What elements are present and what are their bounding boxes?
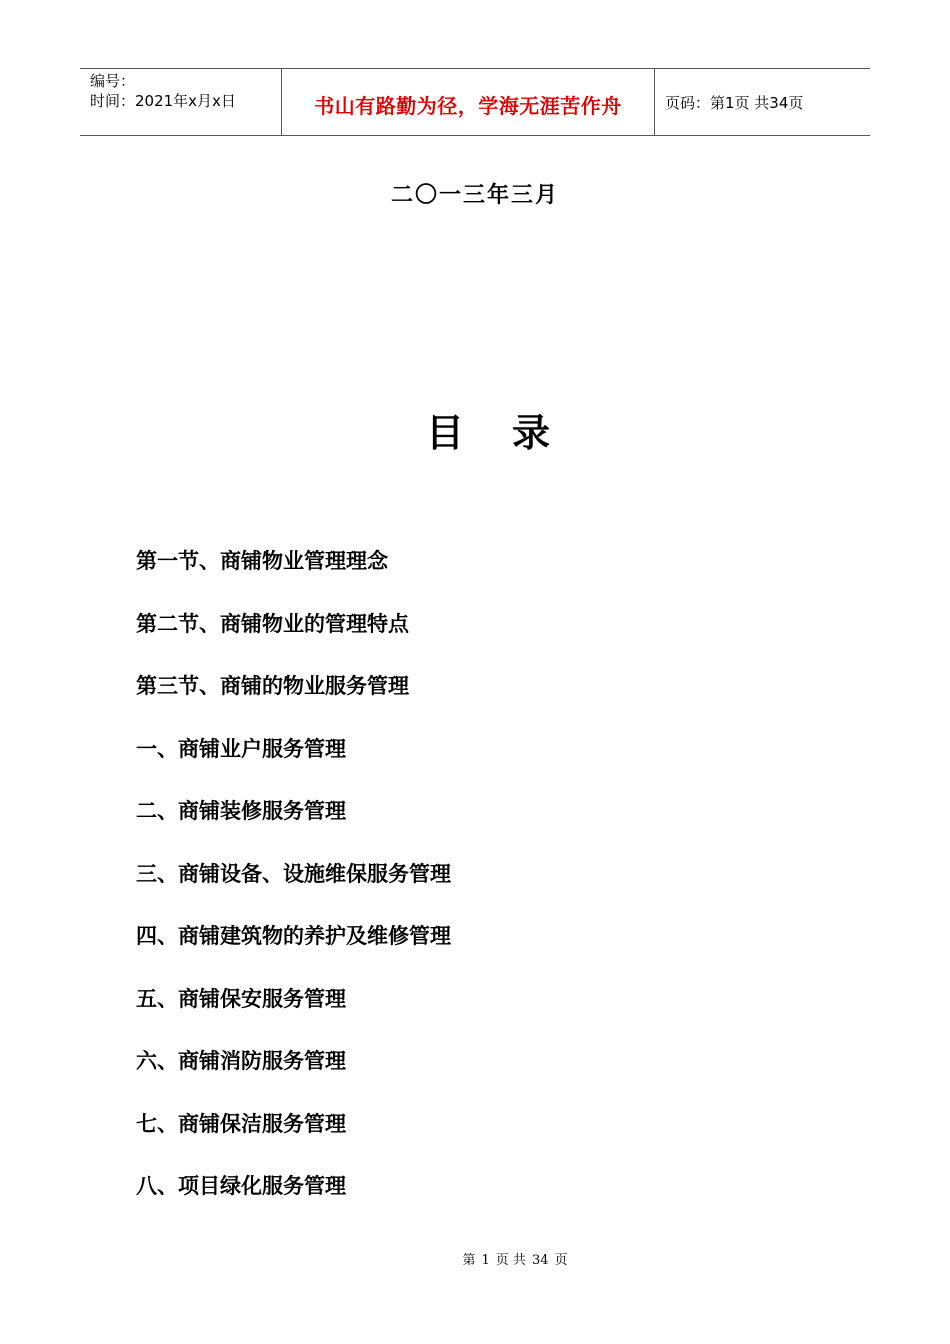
toc-item: 第一节、商铺物业管理理念 bbox=[136, 549, 388, 573]
header-meta-cell bbox=[80, 69, 282, 135]
date-line: 二〇一三年三月 bbox=[390, 183, 559, 208]
toc-item: 三、商铺设备、设施维保服务管理 bbox=[136, 861, 451, 886]
header-motto-cell bbox=[282, 69, 655, 135]
time-label: 时间：2021年x月x日 bbox=[90, 92, 236, 110]
header-page-cell bbox=[655, 69, 870, 135]
footer-total-pages: 34 bbox=[531, 1253, 549, 1268]
number-label: 编号： bbox=[90, 72, 136, 90]
footer-page-prefix: 第 bbox=[462, 1253, 476, 1268]
footer-page-number: 1 bbox=[481, 1253, 490, 1268]
document-header bbox=[80, 68, 870, 136]
motto-text: 书山有路勤为径，学海无涯苦作舟 bbox=[314, 93, 622, 118]
footer-page-mid: 页 共 bbox=[495, 1253, 526, 1268]
page-info: 页码：第1页 共34页 bbox=[665, 93, 804, 112]
toc-item: 二、商铺装修服务管理 bbox=[136, 799, 346, 823]
toc-item: 一、商铺业户服务管理 bbox=[136, 736, 346, 761]
toc-item: 七、商铺保洁服务管理 bbox=[136, 1111, 346, 1136]
toc-item: 六、商铺消防服务管理 bbox=[136, 1049, 346, 1073]
toc-title: 目录 bbox=[425, 411, 598, 455]
toc-item: 五、商铺保安服务管理 bbox=[136, 986, 346, 1011]
toc-item: 第三节、商铺的物业服务管理 bbox=[136, 674, 409, 698]
toc-item: 第二节、商铺物业的管理特点 bbox=[136, 611, 409, 636]
toc-item: 四、商铺建筑物的养护及维修管理 bbox=[136, 924, 451, 948]
page-footer bbox=[0, 1249, 950, 1268]
toc-list bbox=[136, 545, 451, 1233]
toc-item: 八、项目绿化服务管理 bbox=[136, 1174, 346, 1198]
footer-page-suffix: 页 bbox=[554, 1253, 568, 1268]
